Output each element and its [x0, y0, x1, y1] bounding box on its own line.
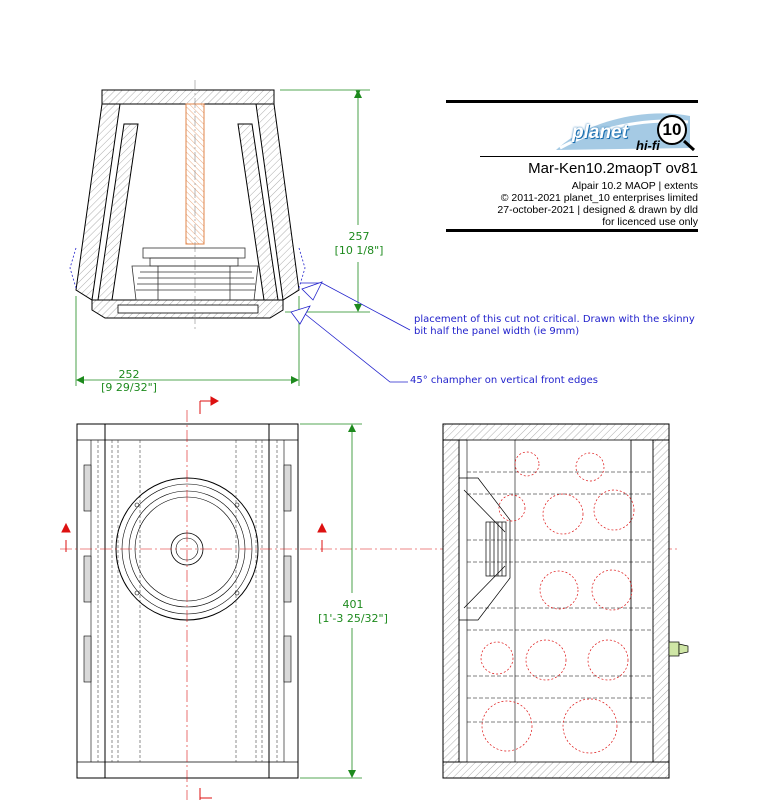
- title-rule-bottom: [446, 229, 698, 232]
- plan-section-view: [70, 80, 305, 330]
- logo-number: 10: [662, 120, 682, 139]
- plan-baffle-recess: [118, 305, 258, 313]
- title-rule-mid: [480, 156, 698, 157]
- dim-width-mm: 252: [118, 368, 140, 381]
- note-leaders: [291, 282, 410, 382]
- dim-height-top-mm: 257: [348, 230, 370, 243]
- plan-top-panel: [102, 90, 274, 104]
- terminal-icon: [669, 642, 688, 656]
- side-section-view: [443, 424, 688, 778]
- driver-line: Alpair 10.2 MAOP | extents: [571, 180, 698, 192]
- project-title: Mar-Ken10.2maopT ov81: [528, 160, 698, 177]
- logo-sub: hi-fi: [636, 138, 660, 153]
- dim-height-front-mm: 401: [342, 598, 364, 611]
- dim-height-front-in: [1'-3 25/32"]: [318, 612, 388, 625]
- dim-height-top-in: [10 1/8"]: [334, 244, 384, 257]
- copyright-line: © 2011-2021 planet_10 enterprises limited: [500, 192, 698, 204]
- side-outline: [443, 424, 669, 778]
- designed-line: 27-october-2021 | designed & drawn by dld: [497, 204, 698, 216]
- license-line: for licenced use only: [602, 216, 698, 228]
- chamfer-note: 45° champher on vertical front edges: [410, 375, 599, 386]
- title-rule-top: [446, 100, 698, 103]
- cut-note: placement of this cut not critical. Drawn with the skinny bit half the panel width (ie 9mm): [414, 314, 695, 337]
- dim-width-in: [9 29/32"]: [101, 381, 157, 394]
- logo-word: planet: [572, 122, 628, 143]
